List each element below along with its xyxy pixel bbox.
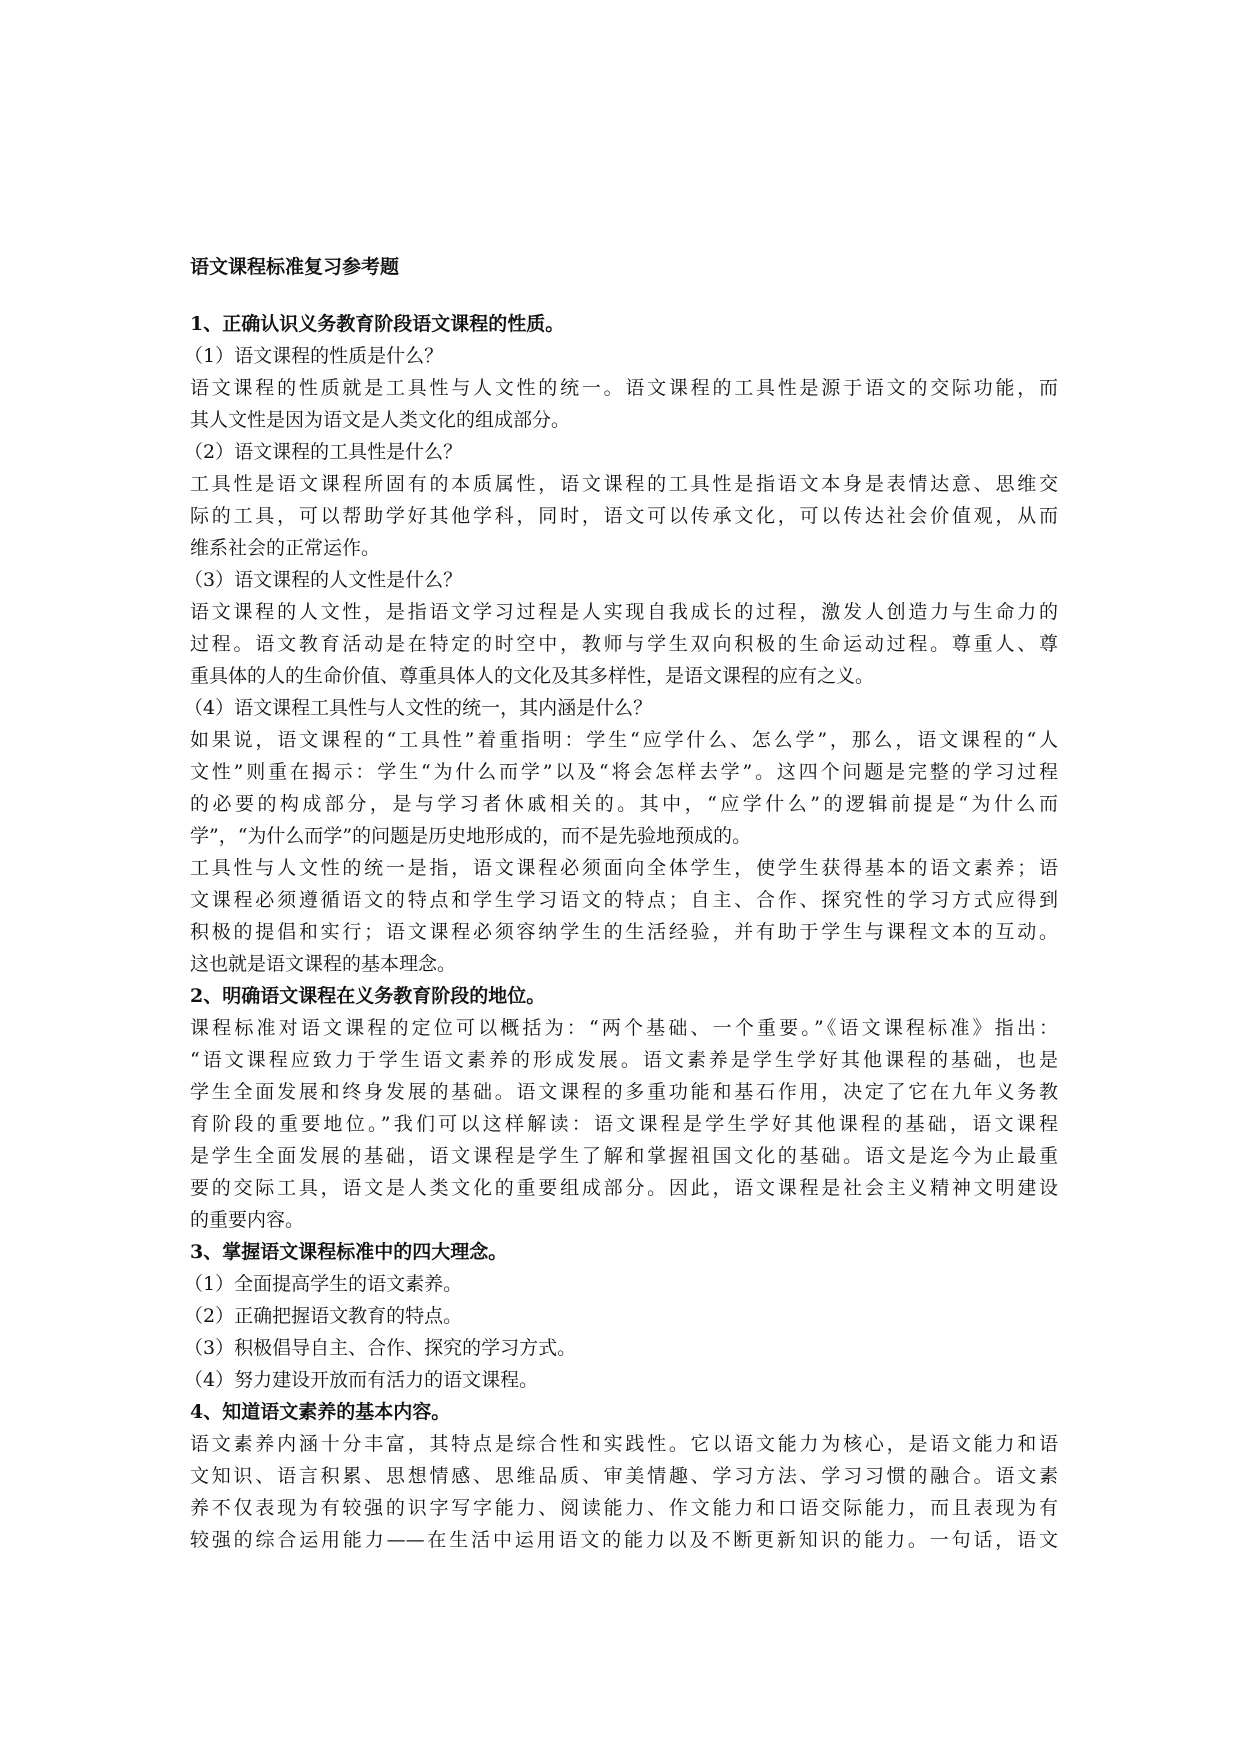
- section-2-body: [190, 1012, 1058, 1236]
- body-line: 文知识、语言积累、思想情感、思维品质、审美情趣、学习方法、学习习惯的融合。语文素: [190, 1465, 1058, 1487]
- body-line: 育阶段的重要地位。”我们可以这样解读：语文课程是学生学好其他课程的基础，语文课程: [190, 1113, 1058, 1135]
- section-1: [184, 308, 1058, 980]
- answer-1-4-unity: [190, 852, 1058, 980]
- document-title: 语文课程标准复习参考题: [190, 256, 400, 278]
- answer-line: 际的工具，可以帮助学好其他学科，同时，语文可以传承文化，可以传达社会价值观，从而: [190, 505, 1058, 527]
- answer-line: 文课程必须遵循语文的特点和学生学习语文的特点；自主、合作、探究性的学习方式应得到: [190, 889, 1058, 911]
- question-1-2: （2）语文课程的工具性是什么？: [184, 441, 463, 463]
- body-line: 养不仅表现为有较强的识字写字能力、阅读能力、作文能力和口语交际能力，而且表现为有: [190, 1497, 1058, 1519]
- section-2: [190, 980, 1058, 1236]
- answer-line: 工具性与人文性的统一是指，语文课程必须面向全体学生，使学生获得基本的语文素养；语: [190, 857, 1058, 879]
- body-line: 是学生全面发展的基础，语文课程是学生了解和掌握祖国文化的基础。语文是迄今为止最重: [190, 1145, 1058, 1167]
- answer-line: 这也就是语文课程的基本理念。: [190, 953, 457, 975]
- answer-line: 学”，“为什么而学”的问题是历史地形成的，而不是先验地预成的。: [190, 825, 752, 847]
- section-4-body: [190, 1428, 1058, 1556]
- section-4: [190, 1396, 1058, 1556]
- body-line: 较强的综合运用能力——在生活中运用语文的能力以及不断更新知识的能力。一句话，语文: [190, 1529, 1058, 1551]
- answer-line: 其人文性是因为语文是人类文化的组成部分。: [190, 409, 571, 431]
- answer-line: 过程。语文教育活动是在特定的时空中，教师与学生双向积极的生命运动过程。尊重人、尊: [190, 633, 1058, 655]
- body-line: 课程标准对语文课程的定位可以概括为：“两个基础、一个重要。”《语文课程标准》指出：: [190, 1017, 1058, 1039]
- concept-item-2: （2）正确把握语文教育的特点。: [184, 1305, 463, 1327]
- body-line: 学生全面发展和终身发展的基础。语文课程的多重功能和基石作用，决定了它在九年义务教: [190, 1081, 1058, 1103]
- document-page: [184, 254, 1058, 1556]
- answer-line: 重具体的人的生命价值、尊重具体人的文化及其多样性，是语文课程的应有之义。: [190, 665, 875, 687]
- body-line: 语文素养内涵十分丰富，其特点是综合性和实践性。它以语文能力为核心，是语文能力和语: [190, 1433, 1058, 1455]
- body-line: 的重要内容。: [190, 1209, 305, 1231]
- body-line: 要的交际工具，语文是人类文化的重要组成部分。因此，语文课程是社会主义精神文明建设: [190, 1177, 1058, 1199]
- concept-item-1: （1）全面提高学生的语文素养。: [184, 1273, 463, 1295]
- answer-1-2: [190, 468, 1058, 564]
- answer-1-1: [190, 372, 1058, 436]
- answer-line: 语文课程的性质就是工具性与人文性的统一。语文课程的工具性是源于语文的交际功能，而: [190, 377, 1058, 399]
- concept-item-4: （4）努力建设开放而有活力的语文课程。: [184, 1369, 539, 1391]
- body-line: “语文课程应致力于学生语文素养的形成发展。语文素养是学生学好其他课程的基础，也是: [190, 1049, 1058, 1071]
- answer-line: 的必要的构成部分，是与学习者休戚相关的。其中，“应学什么”的逻辑前提是“为什么而: [190, 793, 1058, 815]
- answer-line: 语文课程的人文性，是指语文学习过程是人实现自我成长的过程，激发人创造力与生命力的: [190, 601, 1058, 623]
- section-2-heading: 2、明确语文课程在义务教育阶段的地位。: [190, 985, 546, 1007]
- question-1-4: （4）语文课程工具性与人文性的统一，其内涵是什么？: [184, 697, 653, 719]
- answer-line: 文性”则重在揭示：学生“为什么而学”以及“将会怎样去学”。这四个问题是完整的学习过程: [190, 761, 1058, 783]
- answer-line: 积极的提倡和实行；语文课程必须容纳学生的生活经验，并有助于学生与课程文本的互动。: [190, 921, 1058, 943]
- answer-line: 如果说，语文课程的“工具性”着重指明：学生“应学什么、怎么学”，那么，语文课程的“人: [190, 729, 1058, 751]
- question-1-3: （3）语文课程的人文性是什么？: [184, 569, 463, 591]
- answer-1-4: [190, 724, 1058, 852]
- section-3-heading: 3、掌握语文课程标准中的四大理念。: [190, 1241, 508, 1263]
- answer-line: 工具性是语文课程所固有的本质属性，语文课程的工具性是指语文本身是表情达意、思维交: [190, 473, 1058, 495]
- section-4-heading: 4、知道语文素养的基本内容。: [190, 1401, 451, 1423]
- concept-item-3: （3）积极倡导自主、合作、探究的学习方式。: [184, 1337, 577, 1359]
- answer-1-3: [190, 596, 1058, 692]
- section-3: [184, 1236, 1058, 1396]
- answer-line: 维系社会的正常运作。: [190, 537, 381, 559]
- question-1-1: （1）语文课程的性质是什么？: [184, 345, 444, 367]
- section-1-heading: 1、正确认识义务教育阶段语文课程的性质。: [190, 313, 565, 335]
